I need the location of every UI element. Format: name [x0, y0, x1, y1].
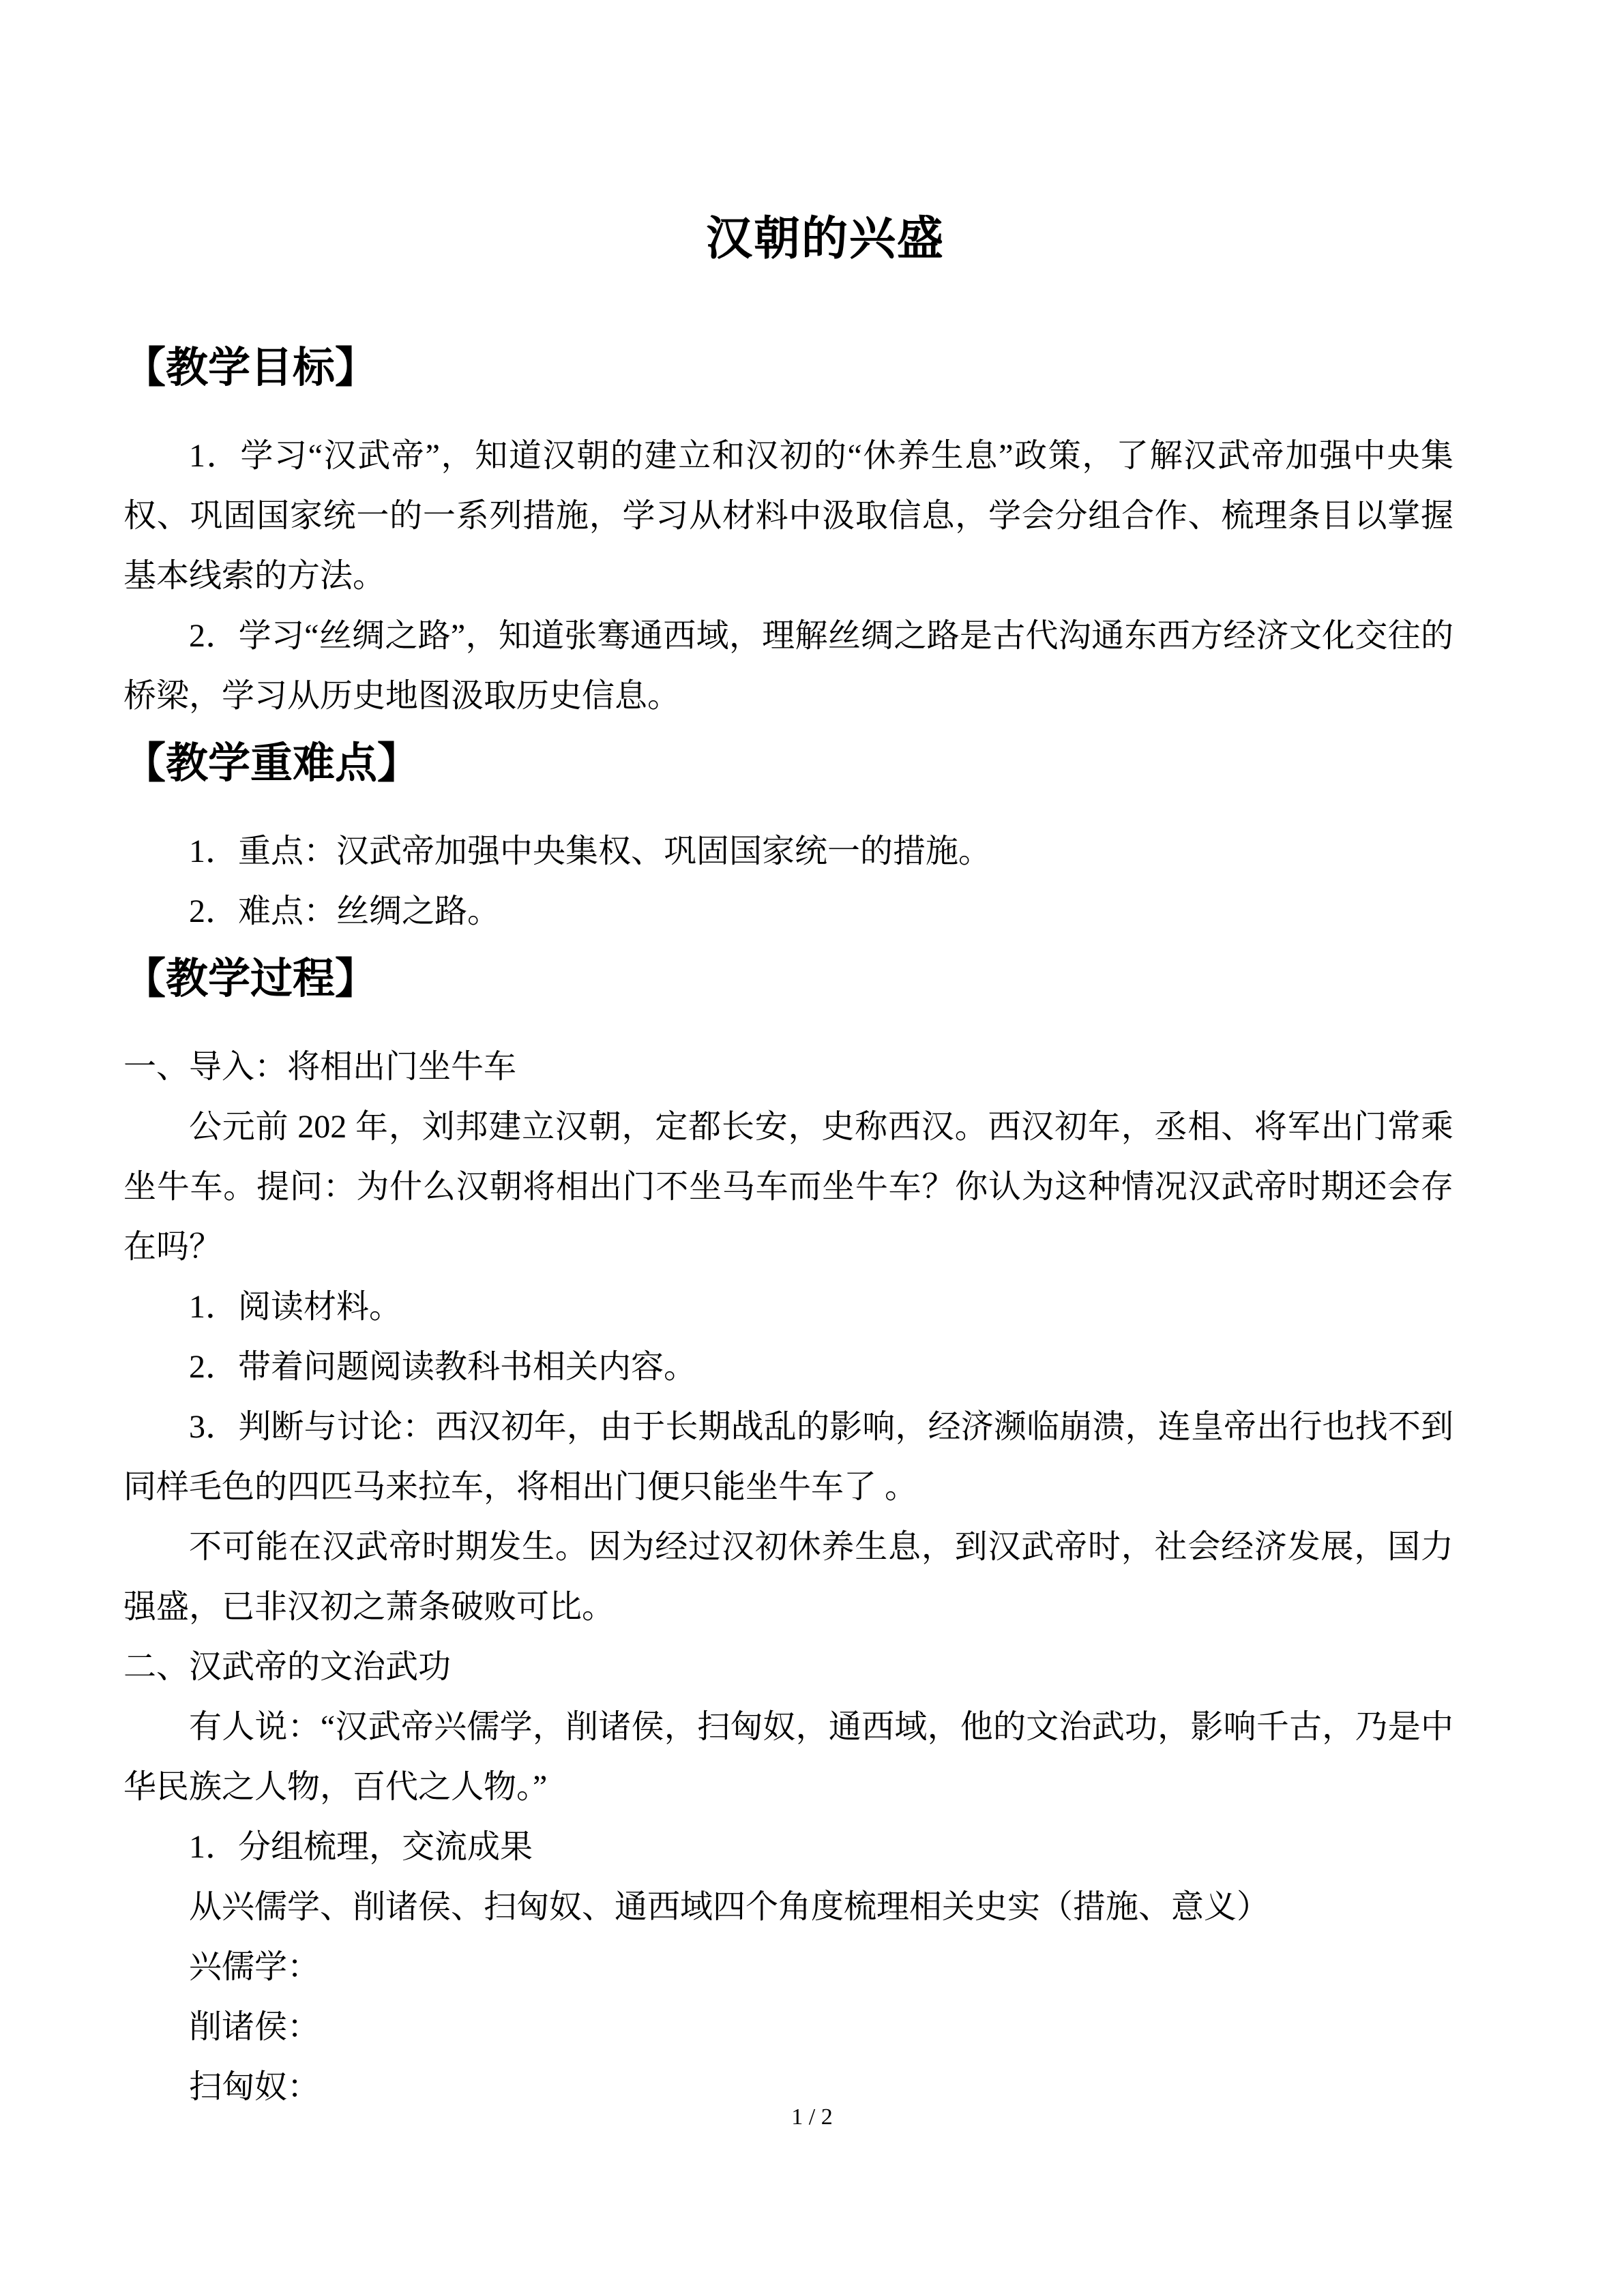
paragraph-step-judge-discuss: 3．判断与讨论：西汉初年，由于长期战乱的影响，经济濒临崩溃，连皇帝出行也找不到同样毛色的四匹马来拉车，将相出门便只能坐牛车了 。 [123, 1409, 1453, 1505]
section-heading-teaching-objectives: 【教学目标】 [123, 345, 378, 391]
paragraph-label-xiongnu: 扫匈奴： [189, 2069, 321, 2105]
document-body [123, 205, 1453, 2117]
paragraph-quote: 有人说：“汉武帝兴儒学，削诸侯，扫匈奴，通西域，他的文治武功，影响千古，乃是中华民族之人物，百代之人物。” [123, 1709, 1453, 1805]
section-heading-key-difficult-points: 【教学重难点】 [123, 741, 420, 787]
paragraph-label-confucianism: 兴儒学： [189, 1949, 321, 1985]
section-heading-teaching-process: 【教学过程】 [123, 956, 378, 1002]
document-title: 汉朝的兴盛 [705, 213, 945, 265]
paragraph-step-read-textbook: 2．带着问题阅读教科书相关内容。 [189, 1349, 697, 1385]
paragraph-step-read-material: 1．阅读材料。 [189, 1289, 402, 1325]
paragraph-key-point: 1．重点：汉武帝加强中央集权、巩固国家统一的措施。 [189, 833, 992, 869]
paragraph-difficult-point: 2．难点：丝绸之路。 [189, 893, 501, 929]
paragraph-objective-2: 2．学习“丝绸之路”，知道张骞通西域，理解丝绸之路是古代沟通东西方经济文化交往的桥梁，学习从历史地图汲取历史信息。 [123, 618, 1453, 714]
paragraph-four-angles: 从兴儒学、削诸侯、扫匈奴、通西域四个角度梳理相关史实（措施、意义） [189, 1889, 1270, 1925]
page-number: 1 / 2 [791, 2104, 833, 2130]
paragraph-intro-story: 公元前 202 年，刘邦建立汉朝，定都长安，史称西汉。西汉初年，丞相、将军出门常乘坐牛车。提问：为什么汉朝将相出门不坐马车而坐牛车？你认为这种情况汉武帝时期还会存在吗？ [123, 1109, 1453, 1265]
paragraph-conclusion: 不可能在汉武帝时期发生。因为经过汉初休养生息，到汉武帝时，社会经济发展，国力强盛，已非汉初之萧条破败可比。 [123, 1529, 1453, 1625]
paragraph-group-work: 1．分组梳理，交流成果 [189, 1829, 533, 1865]
paragraph-part-one-title: 一、导入：将相出门坐牛车 [123, 1049, 517, 1085]
paragraph-label-vassals: 削诸侯： [189, 2009, 321, 2045]
paragraph-objective-1: 1．学习“汉武帝”，知道汉朝的建立和汉初的“休养生息”政策，了解汉武帝加强中央集权、巩固国家统一的一系列措施，学习从材料中汲取信息，学会分组合作、梳理条目以掌握基本线索的方法。 [123, 438, 1453, 594]
paragraph-part-two-title: 二、汉武帝的文治武功 [123, 1649, 452, 1685]
